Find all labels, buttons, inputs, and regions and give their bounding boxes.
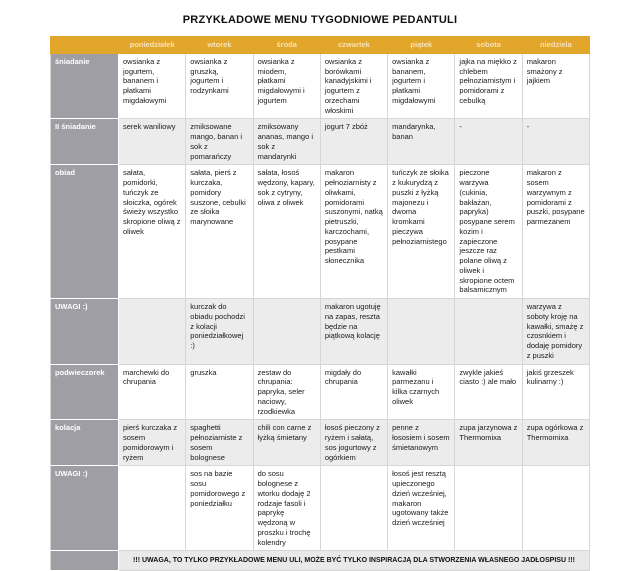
menu-cell: - bbox=[455, 119, 522, 165]
menu-cell: zmiksowany ananas, mango i sok z mandarynki bbox=[253, 119, 320, 165]
menu-cell: serek waniliowy bbox=[119, 119, 186, 165]
row-label: kolacja bbox=[51, 420, 119, 466]
menu-cell: owsianka z miodem, płatkami migdałowymi i jogurtem bbox=[253, 53, 320, 119]
menu-cell: do sosu bolognese z wtorku dodaję 2 rodzaje fasoli i paprykę wędzoną w proszku i trochę kolendry bbox=[253, 466, 320, 551]
menu-cell: mandarynka, banan bbox=[388, 119, 455, 165]
column-header-day-5: piątek bbox=[388, 37, 455, 54]
menu-cell: warzywa z soboty kroję na kawałki, smażę z czosnkiem i dodaję pomidory z puszki bbox=[522, 299, 589, 365]
row-label: UWAGI :) bbox=[51, 299, 119, 365]
row-label: śniadanie bbox=[51, 53, 119, 119]
menu-cell: jajka na miękko z chlebem pełnoziarnistym i pomidorami z cebulką bbox=[455, 53, 522, 119]
column-header-day-1: poniedziałek bbox=[119, 37, 186, 54]
column-header-day-7: niedziela bbox=[522, 37, 589, 54]
menu-cell: łosoś jest resztą upieczonego dzień wcześniej, makaron ugotowany także dzień wcześniej bbox=[388, 466, 455, 551]
column-header-day-6: sobota bbox=[455, 37, 522, 54]
row-label: II śniadanie bbox=[51, 119, 119, 165]
menu-cell: - bbox=[522, 119, 589, 165]
menu-cell: zupa jarzynowa z Thermomixa bbox=[455, 420, 522, 466]
row-label: obiad bbox=[51, 165, 119, 299]
menu-cell: spaghetti pełnoziarniste z sosem bolognese bbox=[186, 420, 253, 466]
table-row bbox=[51, 420, 590, 466]
menu-cell: makaron ugotuję na zapas, reszta będzie na piątkową kolację bbox=[320, 299, 387, 365]
menu-cell: jakiś grzeszek kulinarny :) bbox=[522, 364, 589, 420]
table-row bbox=[51, 364, 590, 420]
menu-cell: makaron smażony z jajkiem bbox=[522, 53, 589, 119]
menu-cell: pierś kurczaka z sosem pomidorowym i ryżem bbox=[119, 420, 186, 466]
table-header bbox=[51, 37, 590, 54]
menu-cell: sałata, łosoś wędzony, kapary, sok z cytryny, oliwa z oliwek bbox=[253, 165, 320, 299]
menu-cell: owsianka z borówkami kanadyjskimi i jogurtem z orzechami włoskimi bbox=[320, 53, 387, 119]
menu-cell: tuńczyk ze słoika z kukurydzą z puszki z łyżką majonezu i dwoma kromkami pieczywa pełnoziarnistego bbox=[388, 165, 455, 299]
column-header-day-3: środa bbox=[253, 37, 320, 54]
weekly-menu-table bbox=[50, 36, 590, 571]
menu-cell: sałata, pomidorki, tuńczyk ze słoiczka, ogórek świeży wszystko skropione oliwą z oliwek bbox=[119, 165, 186, 299]
footer-row bbox=[51, 551, 590, 571]
table-row bbox=[51, 53, 590, 119]
row-label: podwieczorek bbox=[51, 364, 119, 420]
page-title: PRZYKŁADOWE MENU TYGODNIOWE PEDANTULI bbox=[182, 14, 458, 26]
column-header-day-4: czwartek bbox=[320, 37, 387, 54]
menu-cell bbox=[455, 299, 522, 365]
menu-cell bbox=[119, 299, 186, 365]
header-row bbox=[51, 37, 590, 54]
footer-note: !!! UWAGA, TO TYLKO PRZYKŁADOWE MENU ULI, MOŻE BYĆ TYLKO INSPIRACJĄ DLA STWORZENIA WŁASNEGO JADŁOSPISU !!! bbox=[119, 551, 590, 571]
menu-cell: chili con carne z łyżką śmietany bbox=[253, 420, 320, 466]
menu-cell bbox=[119, 466, 186, 551]
menu-cell bbox=[455, 466, 522, 551]
menu-cell bbox=[522, 466, 589, 551]
menu-cell: marchewki do chrupania bbox=[119, 364, 186, 420]
menu-cell: owsianka z jogurtem, bananem i płatkami migdałowymi bbox=[119, 53, 186, 119]
column-header-day-2: wtorek bbox=[186, 37, 253, 54]
menu-cell: penne z łososiem i sosem śmietanowym bbox=[388, 420, 455, 466]
menu-cell bbox=[320, 466, 387, 551]
table-row bbox=[51, 466, 590, 551]
menu-cell: zwykle jakieś ciasto :) ale mało bbox=[455, 364, 522, 420]
row-label: UWAGI :) bbox=[51, 466, 119, 551]
menu-cell: pieczone warzywa (cukinia, bakłażan, papryka) posypane serem kozim i zapieczone jeszcze raz polane oliwą z oliwek i skropione octem balsamicznym bbox=[455, 165, 522, 299]
menu-cell: łosoś pieczony z ryżem i sałatą, sos jogurtowy z ogórkiem bbox=[320, 420, 387, 466]
menu-cell: zmiksowane mango, banan i sok z pomarańczy bbox=[186, 119, 253, 165]
menu-cell: sałata, pierś z kurczaka, pomidory suszone, cebulki ze słoika marynowane bbox=[186, 165, 253, 299]
menu-cell: kawałki parmezanu i kilka czarnych oliwek bbox=[388, 364, 455, 420]
menu-cell: makaron pełnoziarnisty z oliwkami, pomidorami suszonymi, natką pietruszki, karczochami, posypane pestkami słonecznika bbox=[320, 165, 387, 299]
menu-cell: kurczak do obiadu pochodzi z kolacji poniedziałkowej :) bbox=[186, 299, 253, 365]
menu-cell: owsianka z bananem, jogurtem i płatkami migdałowymi bbox=[388, 53, 455, 119]
menu-cell bbox=[253, 299, 320, 365]
menu-cell: gruszka bbox=[186, 364, 253, 420]
footer-label-cell bbox=[51, 551, 119, 571]
menu-cell: makaron z sosem warzywnym z pomidorami z puszki, posypane parmezanem bbox=[522, 165, 589, 299]
table-row bbox=[51, 119, 590, 165]
table-row bbox=[51, 165, 590, 299]
corner-cell bbox=[51, 37, 119, 54]
menu-cell: jogurt 7 zbóż bbox=[320, 119, 387, 165]
menu-cell: zupa ogórkowa z Thermomixa bbox=[522, 420, 589, 466]
table-row bbox=[51, 299, 590, 365]
menu-cell bbox=[388, 299, 455, 365]
menu-cell: zestaw do chrupania: papryka, seler naciowy, rzodkiewka bbox=[253, 364, 320, 420]
menu-cell: sos na bazie sosu pomidorowego z poniedziałku bbox=[186, 466, 253, 551]
menu-cell: migdały do chrupania bbox=[320, 364, 387, 420]
table-body bbox=[51, 53, 590, 551]
menu-cell: owsianka z gruszką, jogurtem i rodzynkami bbox=[186, 53, 253, 119]
